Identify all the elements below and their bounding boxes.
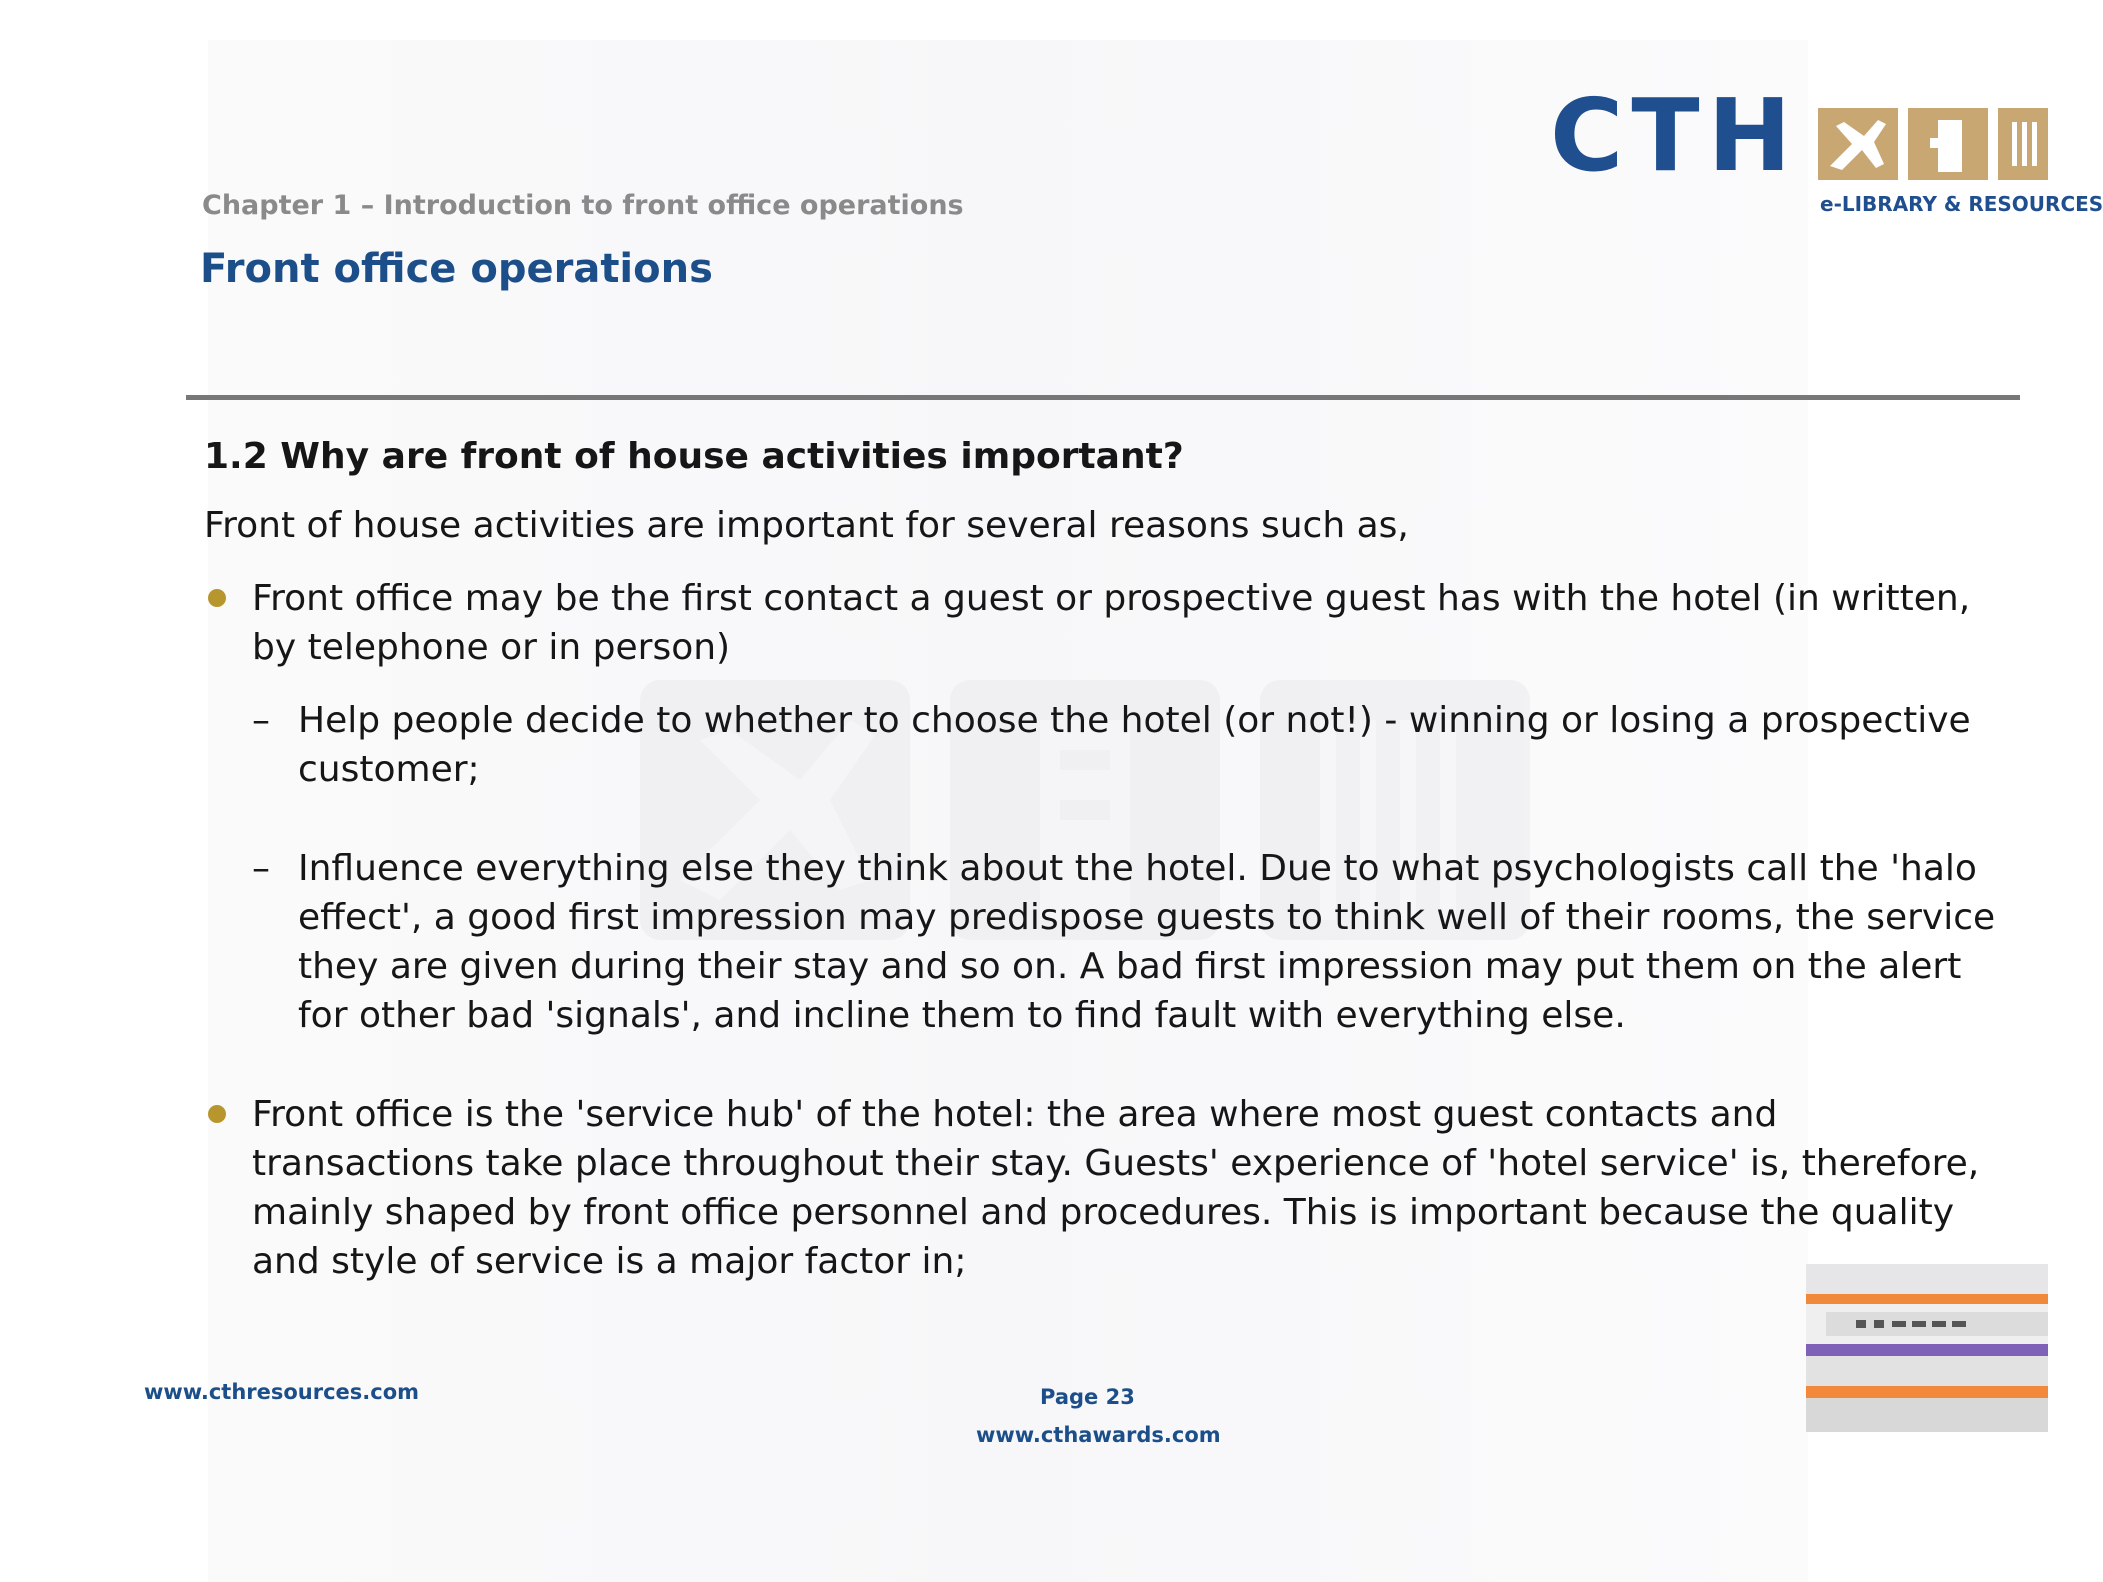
plane-icon: [1818, 108, 1898, 180]
dash-marker: –: [252, 700, 270, 741]
book: [1806, 1304, 2048, 1344]
footer-awards-link[interactable]: www.cthawards.com: [976, 1423, 1221, 1447]
sub-bullet-text: Help people decide to whether to choose the hotel (or not!) - winning or losing a prospective customer;: [298, 700, 1971, 790]
main-content: [204, 432, 2004, 1310]
book: [1806, 1344, 2048, 1356]
footer-resources-link[interactable]: www.cthresources.com: [144, 1380, 420, 1404]
spacer: [204, 818, 2004, 844]
spacer: [204, 1064, 2004, 1090]
columns-icon: [1998, 108, 2048, 180]
bullet-dot-icon: [208, 1105, 226, 1123]
intro-paragraph: Front of house activities are important for several reasons such as,: [204, 505, 1409, 546]
bullet-item: [204, 574, 2004, 672]
bullet-text: Front office is the 'service hub' of the hotel: the area where most guest contacts and transactions take place throughout their stay. Guests' experience of 'hotel service' is, therefore, mainly shaped by front office personnel and procedures. This is important because the quality and style of service is a major factor in;: [252, 1094, 1980, 1282]
bullet-dot-icon: [208, 589, 226, 607]
dash-marker: –: [252, 848, 270, 889]
section-heading: 1.2 Why are front of house activities important?: [204, 436, 1184, 477]
logo-wordmark: CTH: [1550, 77, 1800, 194]
book: [1806, 1386, 2048, 1398]
sub-bullet-item: [204, 844, 2004, 1040]
sub-bullet-item: [204, 696, 2004, 794]
books-stack-image: [1806, 1264, 2048, 1432]
book: [1806, 1264, 2048, 1294]
bullet-text: Front office may be the first contact a guest or prospective guest has with the hotel (in written, by telephone or in person): [252, 578, 1971, 668]
book: [1806, 1398, 2048, 1432]
cth-logo: [1550, 77, 2103, 224]
chapter-title: Chapter 1 – Introduction to front office operations: [202, 190, 964, 221]
page-title: Front office operations: [200, 246, 713, 292]
bullet-item: [204, 1090, 2004, 1286]
building-icon: [1908, 108, 1988, 180]
book: [1806, 1356, 2048, 1386]
header-divider: [186, 395, 2020, 400]
book: [1806, 1294, 2048, 1304]
sub-bullet-text: Influence everything else they think about the hotel. Due to what psychologists call the 'halo effect', a good first impression may predispose guests to think well of their rooms, the service they are given during their stay and so on. A bad first impression may put them on the alert for other bad 'signals', and incline them to find fault with everything else.: [298, 848, 1996, 1036]
logo-tagline: e-LIBRARY & RESOURCES: [1820, 192, 2103, 216]
page-number: Page 23: [1040, 1385, 1135, 1409]
